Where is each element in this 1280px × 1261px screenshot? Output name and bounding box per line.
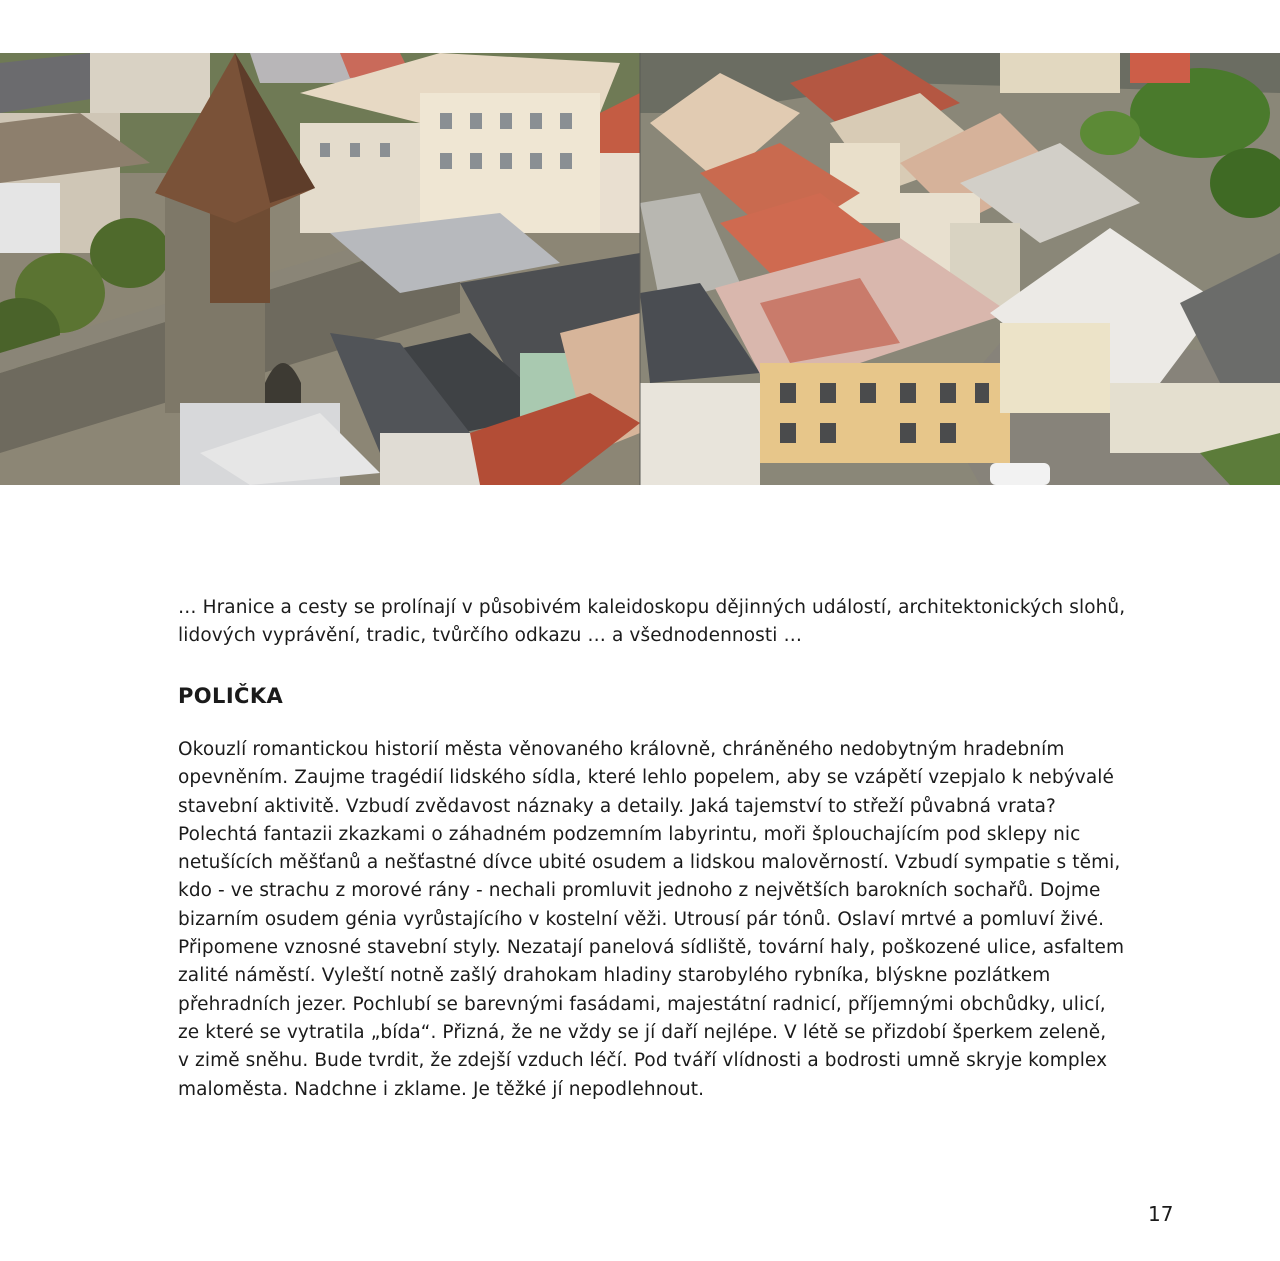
town-aerial-photo [0,53,1280,485]
body-line: v zimě sněhu. Bude tvrdit, že zdejší vzduch léčí. Pod tváří vlídnosti a bodrosti umně skryje komplex [178,1050,1108,1072]
body-line: ze které se vytratila „bída“. Přizná, že ne vždy se jí daří nejlépe. V létě se přizdobí šperkem zeleně, [178,1021,1107,1043]
body-line: bizarním osudem génia vyrůstajícího v kostelní věži. Utrousí pár tónů. Oslaví mrtvé a pomluví živé. [178,908,1105,930]
intro-line: lidových vyprávění, tradic, tvůrčího odkazu … a všednodennosti … [178,625,803,646]
left-photo-tower-and-wall [0,53,640,485]
body-line: kdo - ve strachu z morové rány - nechali promluvit jednoho z největších barokních sochařů. Dojme [178,880,1101,902]
body-line: netušících měšťanů a nešťastné dívce ubité osudem a lidskou malověrností. Vzbudí sympatie s těmi, [178,852,1121,874]
body-line: Okouzlí romantickou historií města věnovaného královně, chráněného nedobytným hradebním [178,739,1065,760]
body-line: maloměsta. Nadchne i zklame. Je těžké jí nepodlehnout. [178,1078,705,1100]
body-paragraph [178,736,1178,1104]
body-line: zalité náměstí. Vyleští notně zašlý drahokam hladiny starobylého rybníka, blýskne pozlátkem [178,965,1051,987]
body-line: Připomene vznosné stavební styly. Nezatají panelová sídliště, tovární haly, poškozené ulice, asfaltem [178,937,1125,959]
intro-line: … Hranice a cesty se prolínají v působivém kaleidoskopu dějinných událostí, architektonických slohů, [178,597,1126,618]
body-line: přehradních jezer. Pochlubí se barevnými fasádami, majestátní radnicí, příjemnými obchůdky, ulicí, [178,993,1106,1015]
page-number: 17 [1148,1202,1174,1226]
body-line: opevněním. Zaujme tragédií lidského sídla, které lehlo popelem, aby se vzápětí vzepjalo k nebývalé [178,767,1115,789]
intro-paragraph [178,594,1178,650]
section-heading: POLIČKA [178,684,284,708]
right-photo-rooftops-square [640,53,1280,485]
body-line: Polechtá fantazii zkazkami o záhadném podzemním labyrintu, moři šplouchajícím pod sklepy nic [178,823,1081,845]
body-line: stavební aktivitě. Vzbudí zvědavost náznaky a detaily. Jaká tajemství to střeží půvabná vrata? [178,795,1056,817]
town-rooftops-illustration [0,53,1280,485]
